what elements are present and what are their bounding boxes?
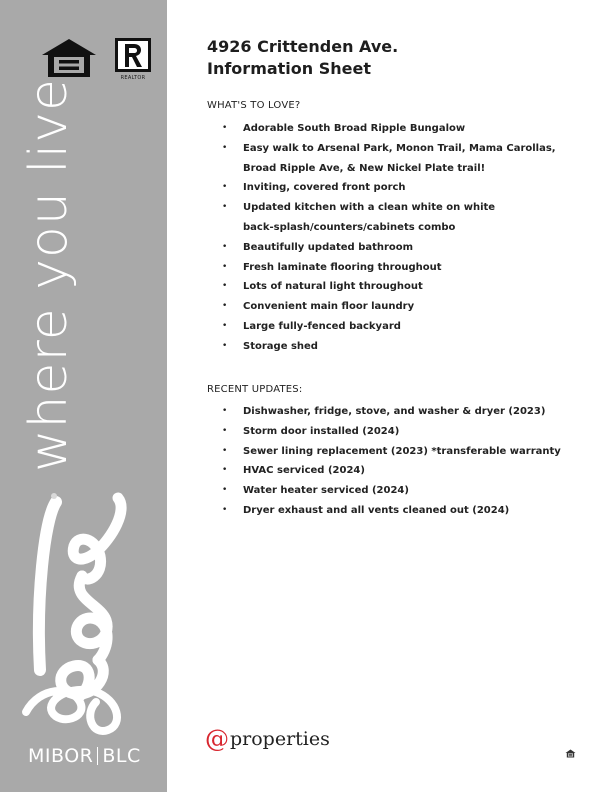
equal-housing-opportunity-icon [40, 37, 98, 79]
at-symbol: @ [205, 725, 229, 753]
small-equal-housing-icon [565, 749, 576, 758]
list-item: • Adorable South Broad Ripple Bungalow [207, 119, 587, 139]
list-item: • Storm door installed (2024) [207, 422, 587, 442]
mibor-text: MIBOR [28, 745, 94, 767]
list-item: • Updated kitchen with a clean white on white back-splash/counters/cabinets combo [207, 198, 587, 238]
brand-divider [97, 747, 98, 765]
tagline-text: where you live [19, 78, 79, 472]
updates-section-heading: RECENT UPDATES: [207, 384, 303, 395]
blc-text: BLC [102, 745, 141, 767]
list-item: • Water heater serviced (2024) [207, 481, 587, 501]
love-script-logo [0, 480, 167, 745]
list-item: • Sewer lining replacement (2023) *transferable warranty [207, 442, 587, 462]
list-item: • Lots of natural light throughout [207, 277, 587, 297]
love-list [207, 119, 587, 357]
realtor-label: REALTOR [120, 75, 146, 81]
title-line-2: Information Sheet [207, 59, 372, 78]
at-properties-logo [205, 725, 330, 753]
sidebar-panel [0, 0, 167, 792]
list-item: • Storage shed [207, 337, 587, 357]
list-item: • Easy walk to Arsenal Park, Monon Trail, Mama Carollas, Broad Ripple Ave, & New Nickel Plate trail! [207, 139, 587, 179]
mibor-blc-logo [28, 745, 141, 767]
realtor-logo [113, 37, 153, 81]
realtor-r-icon [113, 37, 153, 73]
updates-list [207, 402, 587, 521]
list-item: • Convenient main floor laundry [207, 297, 587, 317]
list-item: • Beautifully updated bathroom [207, 238, 587, 258]
title-line-1: 4926 Crittenden Ave. [207, 37, 399, 56]
list-item: • HVAC serviced (2024) [207, 461, 587, 481]
brokerage-name: properties [230, 728, 330, 750]
love-section-heading: WHAT'S TO LOVE? [207, 100, 301, 111]
list-item: • Fresh laminate flooring throughout [207, 258, 587, 278]
page-title [207, 36, 398, 80]
list-item: • Inviting, covered front porch [207, 178, 587, 198]
list-item: • Large fully-fenced backyard [207, 317, 587, 337]
list-item: • Dryer exhaust and all vents cleaned out (2024) [207, 501, 587, 521]
list-item: • Dishwasher, fridge, stove, and washer & dryer (2023) [207, 402, 587, 422]
